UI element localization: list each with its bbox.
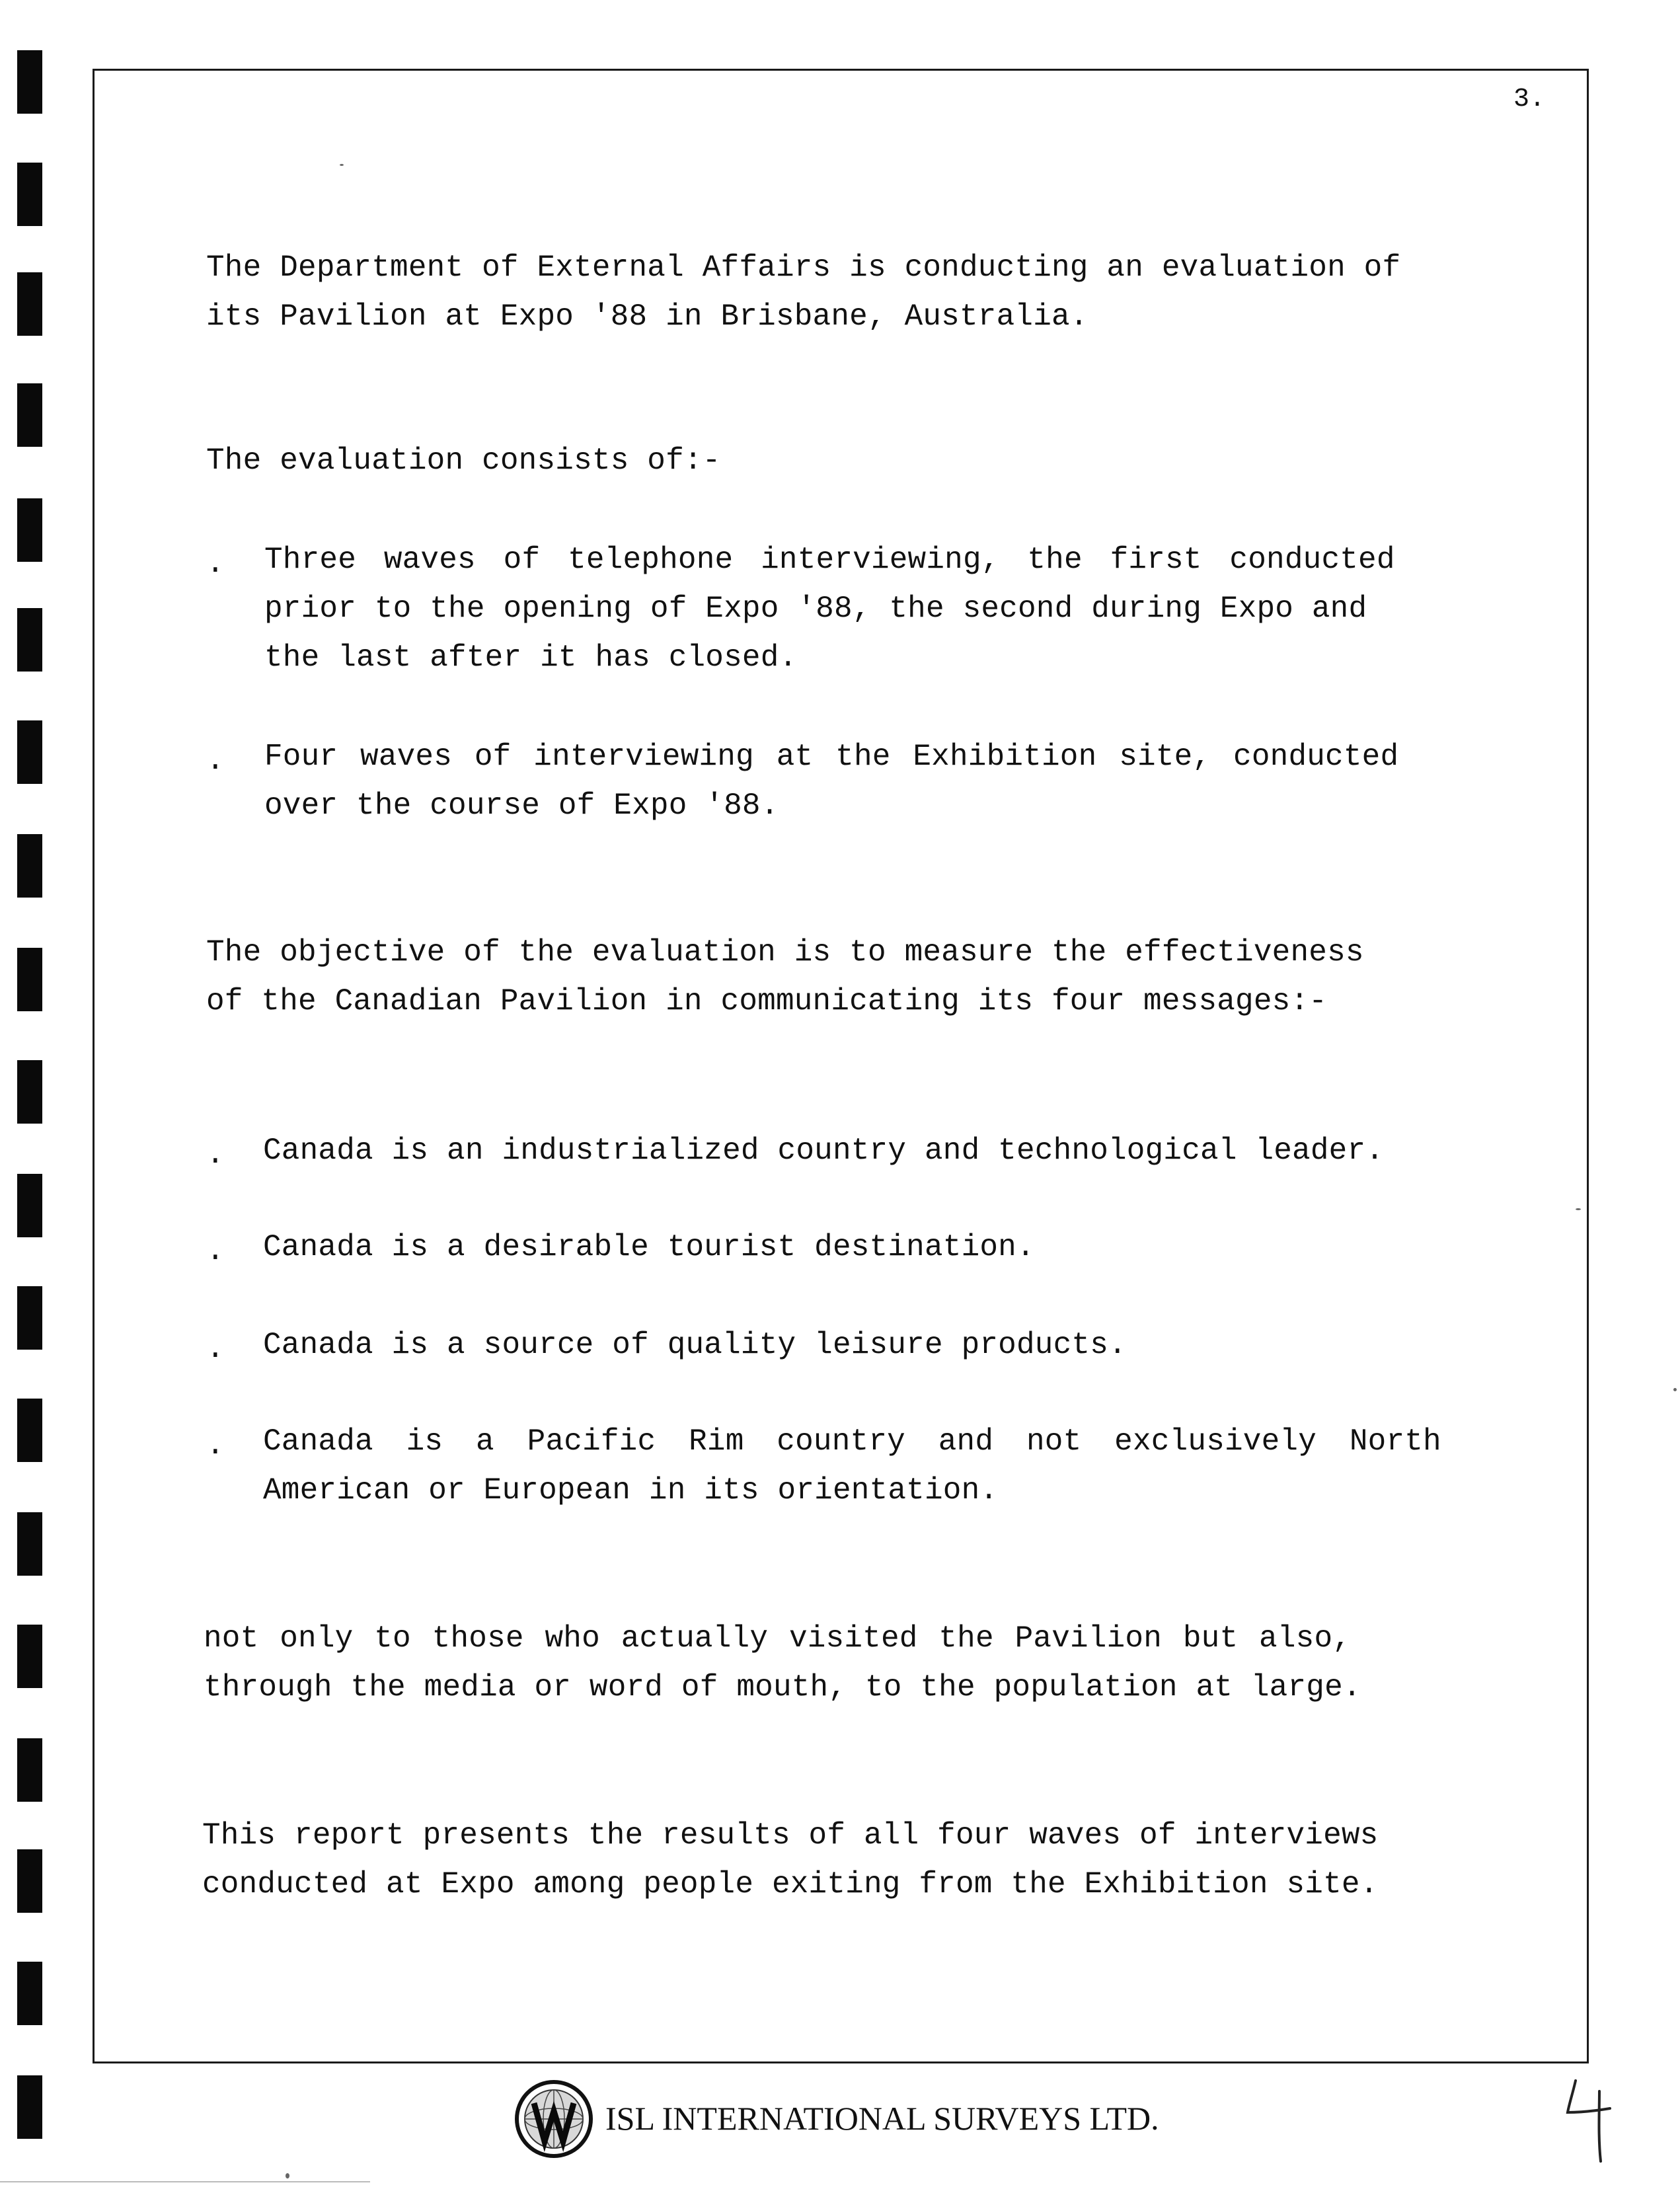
text-line: This report presents the results of all four waves of interviews: [202, 1818, 1379, 1853]
text-line: prior to the opening of Expo '88, the second during Expo and: [264, 592, 1367, 626]
binding-mark: [17, 1738, 42, 1802]
text-line: Canada is an industrialized country and technological leader.: [263, 1134, 1385, 1168]
bullet-marker: .: [206, 547, 225, 581]
scan-speck: [1673, 1388, 1677, 1391]
handwritten-page-number: [1564, 2078, 1617, 2164]
company-name: ISL INTERNATIONAL SURVEYS LTD.: [605, 2100, 1159, 2137]
bullet-marker: .: [206, 744, 225, 778]
binding-mark: [17, 948, 42, 1011]
evaluation-heading: The evaluation consists of:-: [206, 443, 721, 478]
page-number: 3.: [1513, 85, 1546, 114]
scan-speck: [340, 164, 344, 166]
text-line: not only to those who actually visited the Pavilion but also,: [204, 1621, 1352, 1656]
binding-mark: [17, 163, 42, 226]
text-line: American or European in its orientation.: [263, 1473, 999, 1508]
scan-speck: [286, 2173, 289, 2178]
binding-mark: [17, 720, 42, 784]
text-line: through the media or word of mouth, to the population at large.: [204, 1670, 1361, 1705]
text-line: of the Canadian Pavilion in communicating its four messages:-: [206, 984, 1328, 1019]
bullet-marker: .: [206, 1137, 225, 1172]
binding-mark: [17, 608, 42, 672]
binding-mark: [17, 498, 42, 562]
text-line: Canada is a source of quality leisure products.: [263, 1328, 1127, 1362]
binding-mark: [17, 834, 42, 898]
scan-speck: [1576, 1208, 1581, 1210]
text-line: Four waves of interviewing at the Exhibition site, conducted: [264, 740, 1399, 774]
binding-mark: [17, 1060, 42, 1124]
bullet-marker: .: [206, 1332, 225, 1366]
binding-mark: [17, 50, 42, 114]
binding-mark: [17, 1174, 42, 1237]
text-line: The Department of External Affairs is conducting an evaluation of: [206, 250, 1401, 285]
bullet-marker: .: [206, 1234, 225, 1268]
binding-mark: [17, 383, 42, 447]
text-line: over the course of Expo '88.: [264, 789, 779, 823]
bullet-marker: .: [206, 1428, 225, 1463]
binding-mark: [17, 2075, 42, 2139]
binding-mark: [17, 1962, 42, 2025]
text-line: its Pavilion at Expo '88 in Brisbane, Australia.: [206, 299, 1088, 334]
binding-mark: [17, 1849, 42, 1913]
text-line: the last after it has closed.: [264, 640, 798, 675]
bottom-scan-rule: [0, 2181, 370, 2182]
binding-mark: [17, 272, 42, 336]
text-line: Three waves of telephone interviewing, the first conducted: [264, 543, 1395, 577]
isl-globe-logo-icon: [514, 2079, 593, 2159]
binding-mark: [17, 1625, 42, 1688]
page-frame: [93, 69, 1589, 2063]
binding-mark: [17, 1399, 42, 1462]
text-line: Canada is a desirable tourist destination.: [263, 1230, 1035, 1264]
binding-mark: [17, 1286, 42, 1350]
text-line: conducted at Expo among people exiting from the Exhibition site.: [202, 1867, 1379, 1902]
text-line: The objective of the evaluation is to measure the effectiveness: [206, 935, 1364, 970]
binding-mark: [17, 1512, 42, 1576]
text-line: Canada is a Pacific Rim country and not exclusively North: [263, 1424, 1441, 1459]
